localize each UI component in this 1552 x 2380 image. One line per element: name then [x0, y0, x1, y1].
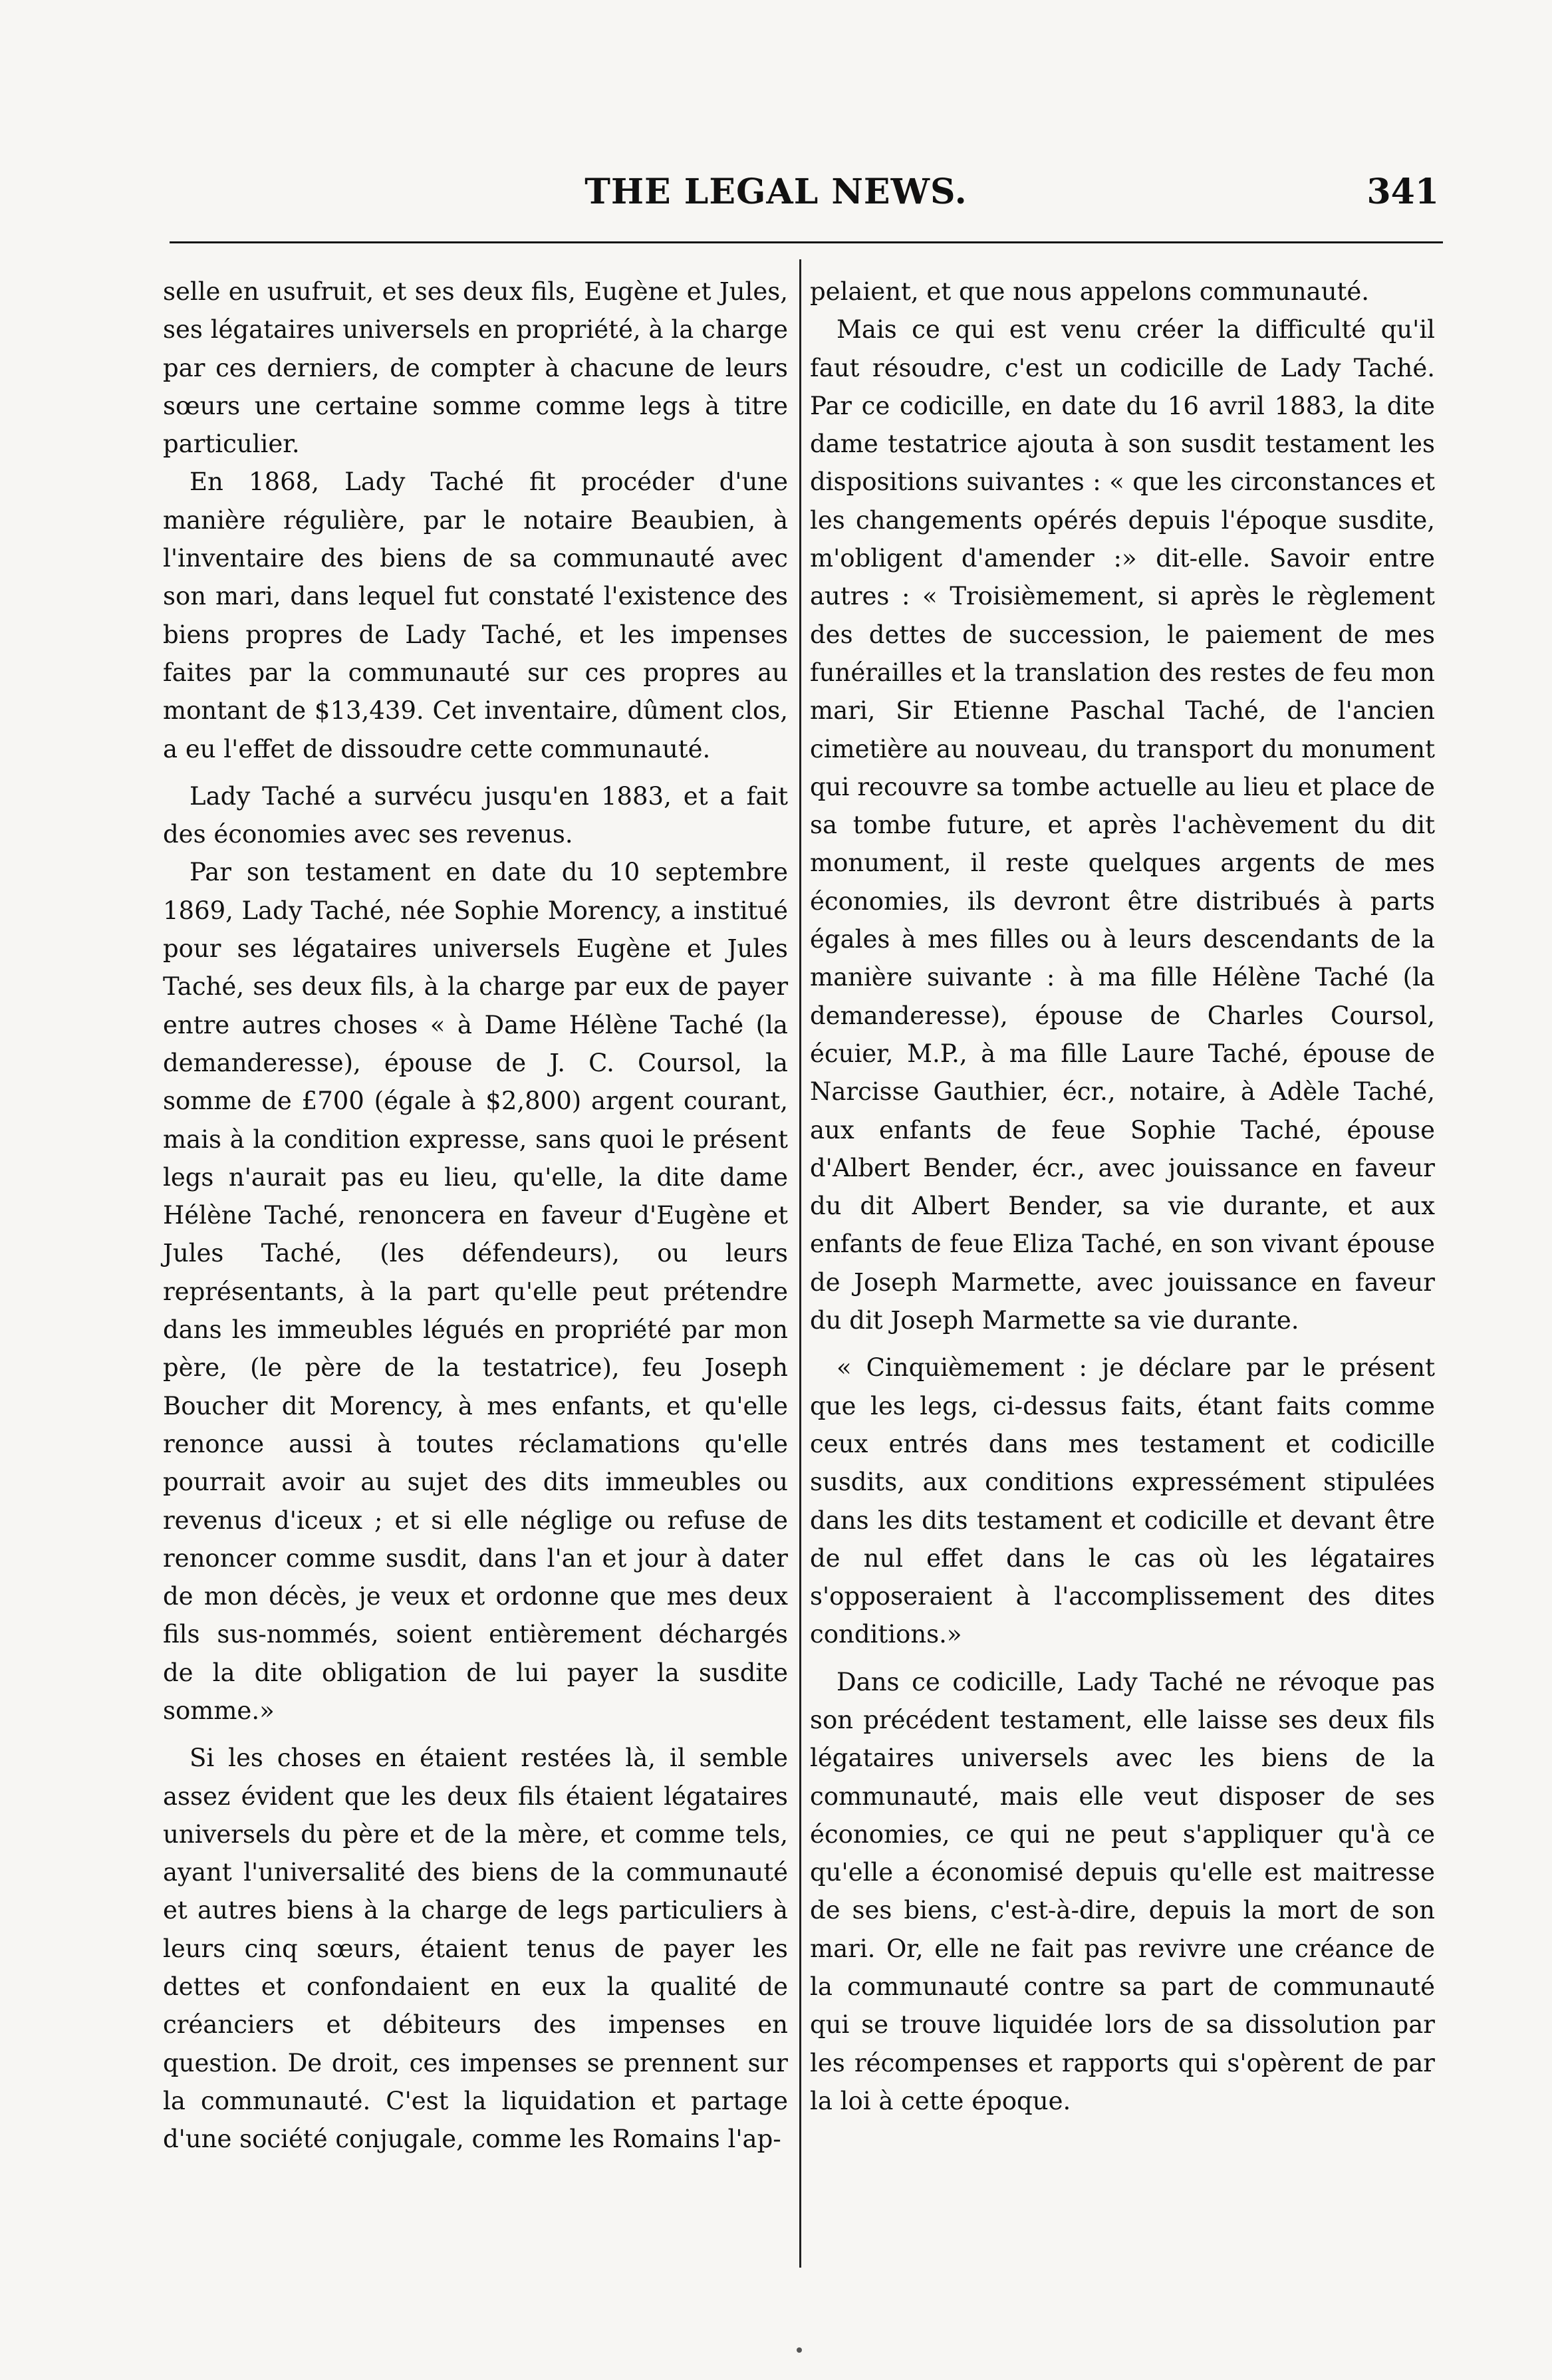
paragraph: selle en usufruit, et ses deux fils, Eugène et Jules, ses légataires universels en propriété, à la charge par ces derniers, de compter à chacune de leurs sœurs une certaine somme comme legs à titre particulier.	[163, 277, 788, 459]
page-title: THE LEGAL NEWS.	[584, 172, 968, 212]
paragraph: Lady Taché a survécu jusqu'en 1883, et a fait des économies avec ses revenus.	[163, 781, 788, 849]
column-divider	[799, 259, 801, 2268]
paragraph: En 1868, Lady Taché fit procéder d'une manière régulière, par le notaire Beaubien, à l'inventaire des biens de sa communauté avec son mari, dans lequel fut constaté l'existence des biens propres de Lady Taché, et les impenses faites par la communauté sur ces propres au montant de $13,439. Cet inventaire, dûment clos, a eu l'effet de dissoudre cette communauté.	[163, 467, 788, 763]
paragraph: Mais ce qui est venu créer la difficulté qu'il faut résoudre, c'est un codicille de Lady Taché. Par ce codicille, en date du 16 avril 1883, la dite dame testatrice ajouta à son susdit testament les dispositions suivantes : « que les circonstances et les changements opérés depuis l'époque susdite, m'obligent d'amender :» dit-elle. Savoir entre autres : « Troisièmement, si après le règlement des dettes de succession, le paiement de mes funérailles et la translation des restes de feu mon mari, Sir Etienne Paschal Taché, de l'ancien cimetière au nouveau, du transport du monument qui recouvre sa tombe actuelle au lieu et place de sa tombe future, et après l'achèvement du dit monument, il reste quelques argents de mes économies, ils devront être distribués à parts égales à mes filles ou à leurs descendants de la manière suivante : à ma fille Hélène Taché (la demanderesse), épouse de Charles Coursol, écuier, M.P., à ma fille Laure Taché, épouse de Narcisse Gauthier, écr., notaire, à Adèle Taché, aux enfants de feue Sophie Taché, épouse d'Albert Bender, écr., avec jouissance en faveur du dit Albert Bender, sa vie durante, et aux enfants de feue Eliza Taché, en son vivant épouse de Joseph Marmette, avec jouissance en faveur du dit Joseph Marmette sa vie durante.	[810, 315, 1435, 1335]
left-column	[163, 273, 788, 2159]
paragraph: Dans ce codicille, Lady Taché ne révoque pas son précédent testament, elle laisse ses deux fils légataires universels avec les biens de la communauté, mais elle veut disposer de ses économies, ce qui ne peut s'appliquer qu'à ce qu'elle a économisé depuis qu'elle est maitresse de ses biens, c'est-à-dire, depuis la mort de son mari. Or, elle ne fait pas revivre une créance de la communauté contre sa part de communauté qui se trouve liquidée lors de sa dissolution par les récompenses et rapports qui s'opèrent de par la loi à cette époque.	[810, 1667, 1435, 2115]
paragraph: « Cinquièmement : je déclare par le présent que les legs, ci-dessus faits, étant faits comme ceux entrés dans mes testament et codicille susdits, aux conditions expressément stipulées dans les dits testament et codicille et devant être de nul effet dans le cas où les légataires s'opposeraient à l'accomplissement des dites conditions.»	[810, 1353, 1435, 1649]
paragraph: Par son testament en date du 10 septembre 1869, Lady Taché, née Sophie Morency, a institué pour ses légataires universels Eugène et Jules Taché, ses deux fils, à la charge par eux de payer entre autres choses « à Dame Hélène Taché (la demanderesse), épouse de J. C. Coursol, la somme de £700 (égale à $2,800) argent courant, mais à la condition expresse, sans quoi le présent legs n'aurait pas eu lieu, qu'elle, la dite dame Hélène Taché, renoncera en faveur d'Eugène et Jules Taché, (les défendeurs), ou leurs représentants, à la part qu'elle peut prétendre dans les immeubles légués en propriété par mon père, (le père de la testatrice), feu Joseph Boucher dit Morency, à mes enfants, et qu'elle renonce aussi à toutes réclamations qu'elle pourrait avoir au sujet des dits immeubles ou revenus d'iceux ; et si elle néglige ou refuse de renoncer comme susdit, dans l'an et jour à dater de mon décès, je veux et ordonne que mes deux fils sus-nommés, soient entièrement déchargés de la dite obligation de lui payer la susdite somme.»	[163, 858, 788, 1725]
header-rule	[170, 241, 1443, 243]
page-number: 341	[1366, 172, 1439, 212]
paragraph: Si les choses en étaient restées là, il semble assez évident que les deux fils étaient légataires universels du père et de la mère, et comme tels, ayant l'universalité des biens de la communauté et autres biens à la charge de legs particuliers à leurs cinq sœurs, étaient tenus de payer les dettes et confondaient en eux la qualité de créanciers et débiteurs des impenses en question. De droit, ces impenses se prennent sur la communauté. C'est la liquidation et partage d'une société conjugale, comme les Romains l'ap-	[163, 1744, 788, 2154]
paragraph: pelaient, et que nous appelons communauté.	[810, 277, 1370, 306]
footer-mark	[797, 2347, 802, 2353]
right-column	[810, 273, 1435, 2120]
